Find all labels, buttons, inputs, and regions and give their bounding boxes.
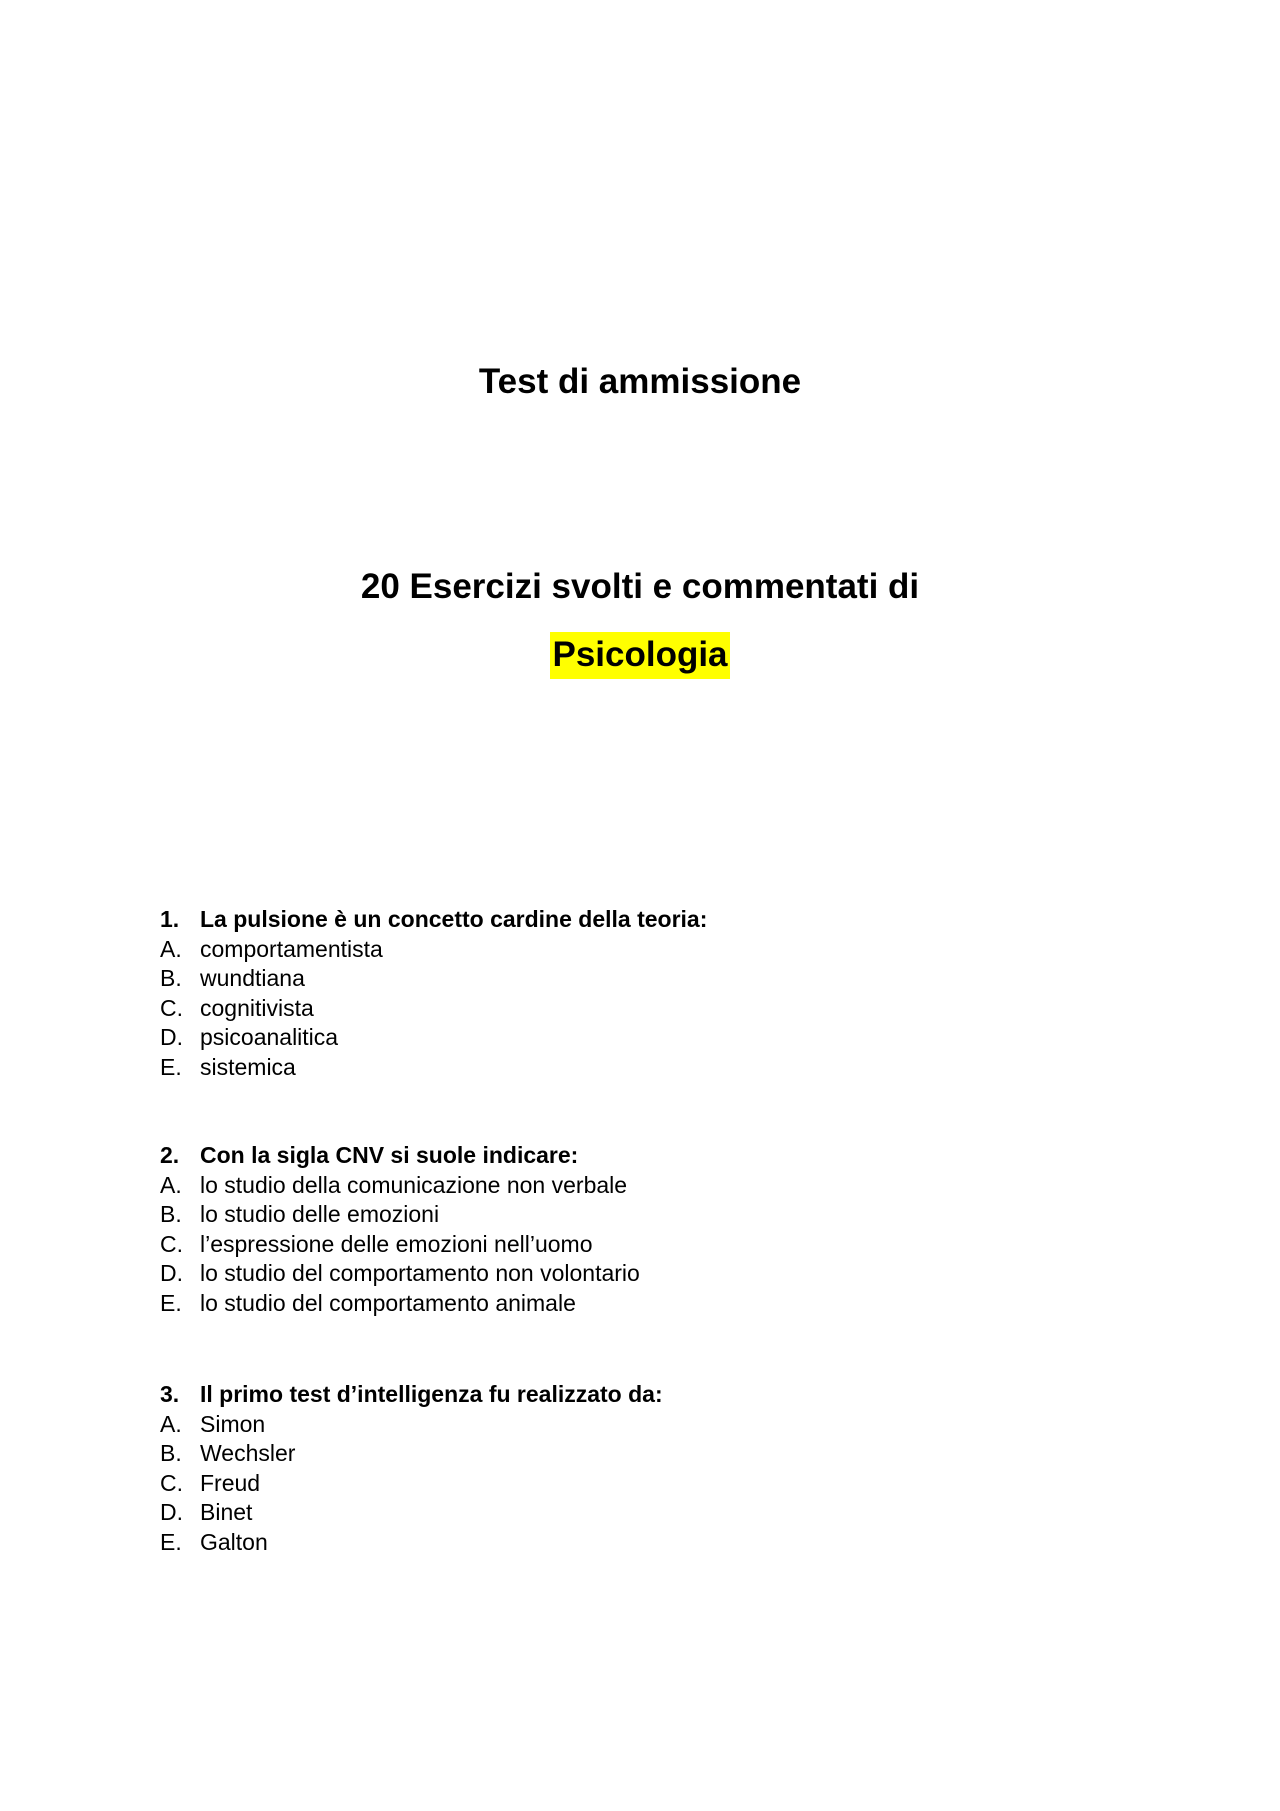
answer-option <box>160 1230 1160 1260</box>
answer-option <box>160 964 1160 994</box>
question-number: 3. <box>160 1381 180 1407</box>
question-3 <box>160 1380 1160 1557</box>
question-text: La pulsione è un concetto cardine della teoria: <box>200 906 708 932</box>
option-text: Freud <box>200 1469 261 1496</box>
answer-option <box>160 935 1160 965</box>
subject-highlight: Psicologia <box>550 632 729 679</box>
option-text: wundtiana <box>200 965 305 991</box>
option-letter: E. <box>160 1528 182 1555</box>
question-text: Il primo test d’intelligenza fu realizzato da: <box>200 1381 663 1407</box>
option-letter: C. <box>160 1469 183 1496</box>
answer-option <box>160 1528 1160 1558</box>
option-text: lo studio delle emozioni <box>200 1201 440 1227</box>
answer-option <box>160 1200 1160 1230</box>
option-letter: D. <box>160 1499 183 1525</box>
answer-option <box>160 1259 1160 1289</box>
question-text: Con la sigla CNV si suole indicare: <box>200 1142 579 1168</box>
question-stem <box>160 1141 1160 1171</box>
question-2 <box>160 1141 1160 1318</box>
option-letter: A. <box>160 1410 182 1437</box>
option-letter: B. <box>160 1440 182 1466</box>
answer-option <box>160 1289 1160 1319</box>
option-text: lo studio del comportamento animale <box>200 1289 576 1316</box>
option-text: Binet <box>200 1499 253 1525</box>
answer-option <box>160 1171 1160 1201</box>
option-letter: A. <box>160 935 182 962</box>
answer-option <box>160 1469 1160 1499</box>
answer-option <box>160 1410 1160 1440</box>
subject-heading <box>0 633 1280 677</box>
option-letter: C. <box>160 1230 183 1257</box>
option-letter: A. <box>160 1171 182 1198</box>
option-text: l’espressione delle emozioni nell’uomo <box>200 1230 593 1257</box>
answer-option <box>160 1053 1160 1083</box>
option-text: cognitivista <box>200 994 314 1021</box>
option-text: Wechsler <box>200 1440 296 1466</box>
option-letter: D. <box>160 1260 183 1286</box>
option-text: comportamentista <box>200 935 383 962</box>
option-letter: C. <box>160 994 183 1021</box>
option-letter: E. <box>160 1289 182 1316</box>
answer-option <box>160 994 1160 1024</box>
question-stem <box>160 1380 1160 1410</box>
question-number: 1. <box>160 906 180 932</box>
option-text: sistemica <box>200 1053 296 1080</box>
option-text: psicoanalitica <box>200 1024 339 1050</box>
document-subtitle: 20 Esercizi svolti e commentati di <box>360 567 920 606</box>
answer-option <box>160 1023 1160 1053</box>
option-letter: D. <box>160 1024 183 1050</box>
question-1 <box>160 905 1160 1082</box>
option-letter: B. <box>160 1201 182 1227</box>
option-letter: E. <box>160 1053 182 1080</box>
question-stem <box>160 905 1160 935</box>
document-title: Test di ammissione <box>478 362 802 401</box>
option-text: Simon <box>200 1410 266 1437</box>
answer-option <box>160 1439 1160 1469</box>
question-number: 2. <box>160 1142 180 1168</box>
option-text: lo studio del comportamento non volontario <box>200 1260 640 1286</box>
option-text: lo studio della comunicazione non verbale <box>200 1171 628 1198</box>
answer-option <box>160 1498 1160 1528</box>
option-text: Galton <box>200 1528 268 1555</box>
option-letter: B. <box>160 965 182 991</box>
